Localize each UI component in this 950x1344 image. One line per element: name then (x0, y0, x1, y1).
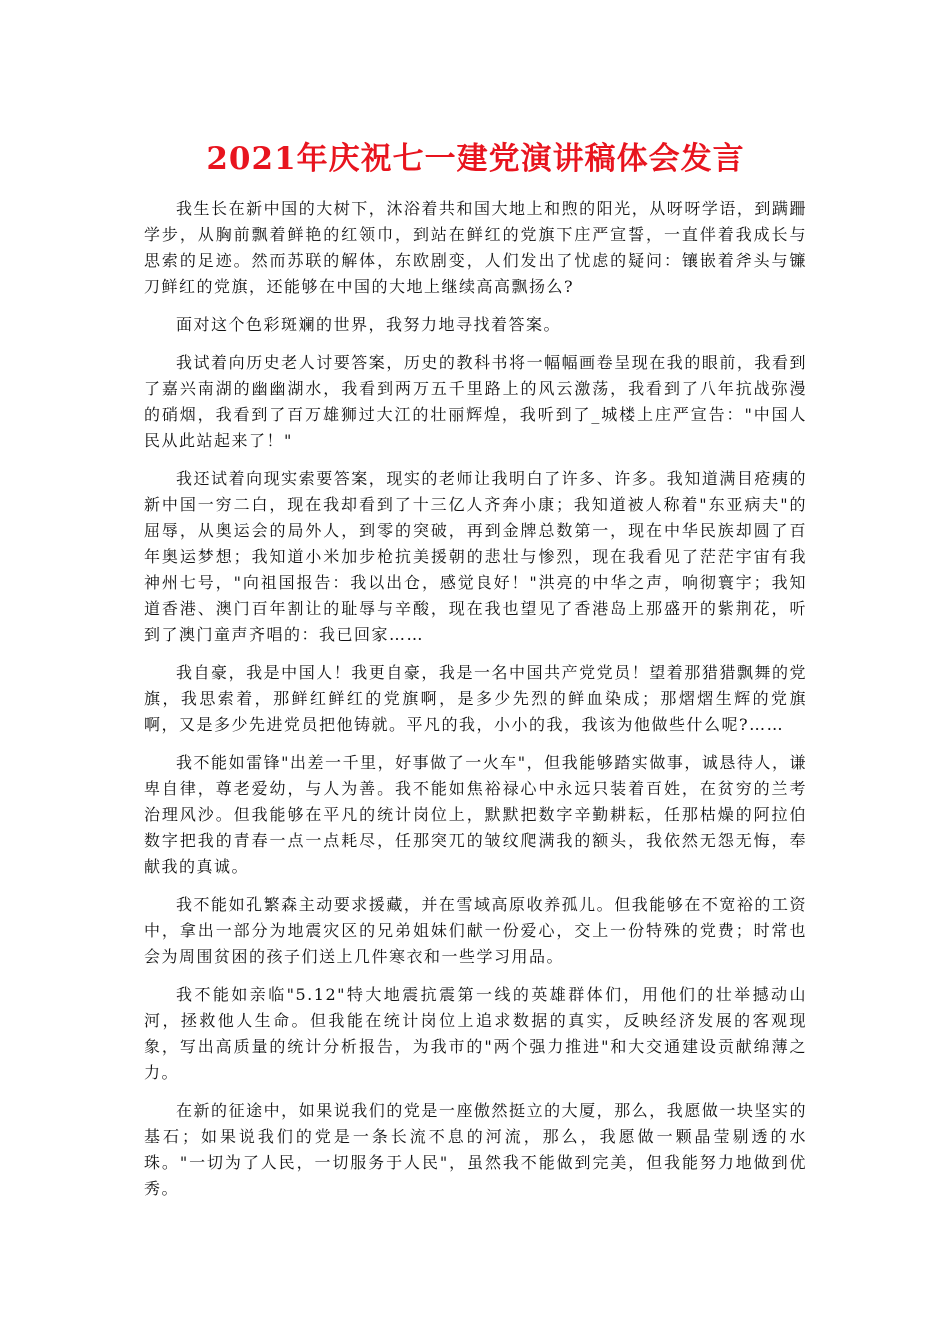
document-title: 2021年庆祝七一建党演讲稿体会发言 (206, 141, 745, 177)
paragraph-8: 我不能如亲临"5.12"特大地震抗震第一线的英雄群体们，用他们的壮举撼动山河，拯救他人生命。但我能在统计岗位上追求数据的真实，反映经济发展的客观现象，写出高质量的统计分析报告，为我市的"两个强力推进"和大交通建设贡献绵薄之力。 (144, 985, 807, 1082)
paragraph-9: 在新的征途中，如果说我们的党是一座傲然挺立的大厦，那么，我愿做一块坚实的基石；如果说我们的党是一条长流不息的河流，那么，我愿做一颗晶莹剔透的水珠。"一切为了人民，一切服务于人民"，虽然我不能做到完美，但我能努力地做到优秀。 (144, 1101, 807, 1198)
paragraph-7: 我不能如孔繁森主动要求援藏，并在雪域高原收养孤儿。但我能够在不宽裕的工资中，拿出一部分为地震灾区的兄弟姐妹们献一份爱心，交上一份特殊的党费；时常也会为周围贫困的孩子们送上几件寒衣和一些学习用品。 (144, 895, 807, 966)
paragraph-3: 我试着向历史老人讨要答案，历史的教科书将一幅幅画卷呈现在我的眼前，我看到了嘉兴南湖的幽幽湖水，我看到两万五千里路上的风云激荡，我看到了八年抗战弥漫的硝烟，我看到了百万雄狮过大江的壮丽辉煌，我听到了_城楼上庄严宣告："中国人民从此站起来了！" (144, 353, 807, 450)
paragraph-5: 我自豪，我是中国人！我更自豪，我是一名中国共产党党员！望着那猎猎飘舞的党旗，我思索着，那鲜红鲜红的党旗啊，是多少先烈的鲜血染成；那熠熠生辉的党旗啊，又是多少先进党员把他铸就。平凡的我，小小的我，我该为他做些什么呢?…… (144, 663, 807, 734)
paragraph-4: 我还试着向现实索要答案，现实的老师让我明白了许多、许多。我知道满目疮痍的新中国一穷二白，现在我却看到了十三亿人齐奔小康；我知道被人称着"东亚病夫"的屈辱，从奥运会的局外人，到零的突破，再到金牌总数第一，现在中华民族却圆了百年奥运梦想；我知道小米加步枪抗美援朝的悲壮与惨烈，现在我看见了茫茫宇宙有我神州七号，"向祖国报告：我以出仓，感觉良好！"洪亮的中华之声，响彻寰宇；我知道香港、澳门百年割让的耻辱与辛酸，现在我也望见了香港岛上那盛开的紫荆花，听到了澳门童声齐唱的：我已回家…… (144, 469, 807, 644)
paragraph-6: 我不能如雷锋"出差一千里，好事做了一火车"，但我能够踏实做事，诚恳待人，谦卑自律，尊老爱幼，与人为善。我不能如焦裕禄心中永远只装着百姓，在贫穷的兰考治理风沙。但我能够在平凡的统计岗位上，默默把数字辛勤耕耘，任那枯燥的阿拉伯数字把我的青春一点一点耗尽，任那突兀的皱纹爬满我的额头，我依然无怨无悔，奉献我的真诚。 (144, 753, 807, 876)
paragraph-2: 面对这个色彩斑斓的世界，我努力地寻找着答案。 (176, 315, 562, 334)
document-page (144, 138, 807, 1214)
paragraph-1: 我生长在新中国的大树下，沐浴着共和国大地上和煦的阳光，从呀呀学语，到蹒跚学步，从胸前飘着鲜艳的红领巾，到站在鲜红的党旗下庄严宣誓，一直伴着我成长与思索的足迹。然而苏联的解体，东欧剧变，人们发出了忧虑的疑问：镶嵌着斧头与镰刀鲜红的党旗，还能够在中国的大地上继续高高飘扬么? (144, 199, 807, 296)
